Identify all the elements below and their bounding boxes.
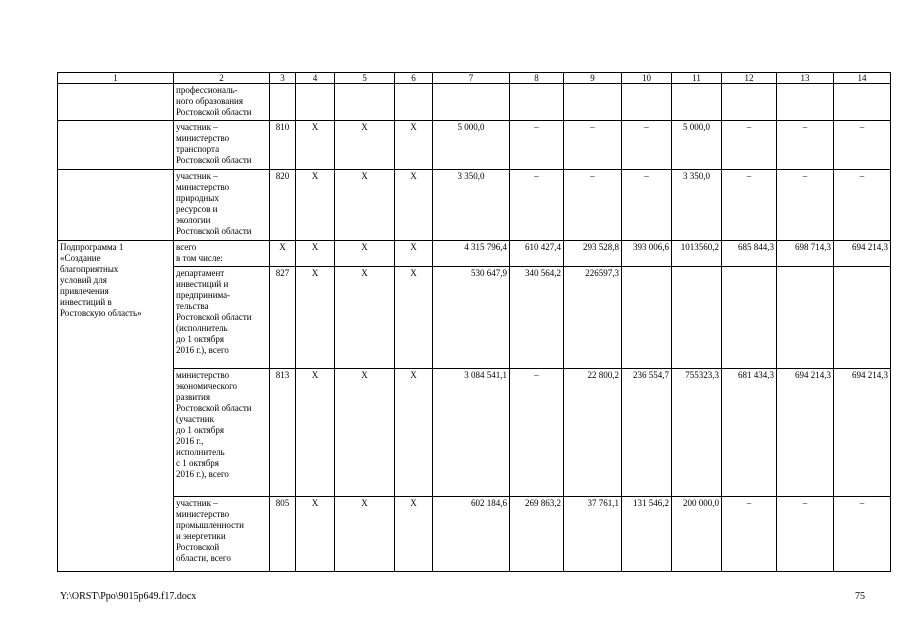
value-cell (672, 84, 722, 121)
value-cell: 3 084 541,1 (433, 369, 510, 497)
header-cell: 13 (777, 73, 834, 84)
header-cell: 7 (433, 73, 510, 84)
value-cell: 5 000,0 (433, 121, 510, 170)
executor-cell: участник – министерство промышленности и энергетики Ростовской области, всего (174, 497, 270, 572)
value-cell: – (722, 497, 777, 572)
value-cell (834, 84, 891, 121)
value-cell (777, 84, 834, 121)
executor-cell: министерство экономического развития Ростовской области (участник до 1 октября 2016 г., исполнитель с 1 октября 2016 г.), всего (174, 369, 270, 497)
code-cell: Х (335, 369, 395, 497)
value-cell: 236 554,7 (622, 369, 672, 497)
code-cell (395, 84, 433, 121)
value-cell: – (564, 170, 622, 241)
value-cell: 755323,3 (672, 369, 722, 497)
code-cell (296, 84, 335, 121)
program-cell (58, 121, 174, 170)
value-cell: 131 546,2 (622, 497, 672, 572)
value-cell (564, 84, 622, 121)
code-cell: Х (395, 369, 433, 497)
value-cell: – (834, 121, 891, 170)
budget-table (57, 72, 891, 572)
code-cell: Х (296, 121, 335, 170)
header-cell: 8 (510, 73, 564, 84)
code-cell: Х (335, 121, 395, 170)
value-cell (777, 267, 834, 369)
value-cell: – (564, 121, 622, 170)
code-cell: Х (296, 267, 335, 369)
value-cell: – (722, 170, 777, 241)
program-cell: Подпрограмма 1 «Создание благоприятных условий для привлечения инвестиций в Ростовскую область» (58, 241, 174, 572)
value-cell: 681 434,3 (722, 369, 777, 497)
table-row (58, 170, 891, 241)
value-cell: 3 350,0 (433, 170, 510, 241)
code-cell: Х (395, 170, 433, 241)
value-cell: 269 863,2 (510, 497, 564, 572)
value-cell: 200 000,0 (672, 497, 722, 572)
code-cell: Х (296, 369, 335, 497)
value-cell: 694 214,3 (777, 369, 834, 497)
executor-cell: профессиональ- ного образования Ростовской области (174, 84, 270, 121)
value-cell (622, 84, 672, 121)
value-cell: 694 214,3 (834, 369, 891, 497)
executor-cell: департамент инвестиций и предпринима- тельства Ростовской области (исполнитель до 1 октября 2016 г.), всего (174, 267, 270, 369)
code-cell: Х (335, 267, 395, 369)
value-cell: 610 427,4 (510, 241, 564, 267)
code-cell: Х (395, 497, 433, 572)
value-cell: – (722, 121, 777, 170)
value-cell (672, 267, 722, 369)
value-cell: – (622, 121, 672, 170)
header-cell: 14 (834, 73, 891, 84)
value-cell: 393 006,6 (622, 241, 672, 267)
value-cell: – (777, 121, 834, 170)
header-cell: 1 (58, 73, 174, 84)
header-cell: 10 (622, 73, 672, 84)
code-cell: 813 (270, 369, 296, 497)
value-cell: 37 761,1 (564, 497, 622, 572)
code-cell: Х (296, 241, 335, 267)
value-cell (722, 84, 777, 121)
value-cell: 5 000,0 (672, 121, 722, 170)
value-cell: 226597,3 (564, 267, 622, 369)
code-cell: Х (395, 267, 433, 369)
code-cell: 827 (270, 267, 296, 369)
executor-cell: участник – министерство транспорта Ростовской области (174, 121, 270, 170)
value-cell: 340 564,2 (510, 267, 564, 369)
table-row (58, 497, 891, 572)
value-cell: – (777, 497, 834, 572)
header-cell: 3 (270, 73, 296, 84)
code-cell: Х (395, 121, 433, 170)
header-cell: 9 (564, 73, 622, 84)
value-cell (510, 84, 564, 121)
value-cell: – (834, 170, 891, 241)
value-cell: – (510, 369, 564, 497)
code-cell: Х (296, 497, 335, 572)
header-cell: 12 (722, 73, 777, 84)
table-row (58, 84, 891, 121)
value-cell: 685 844,3 (722, 241, 777, 267)
code-cell: Х (395, 241, 433, 267)
value-cell: – (510, 121, 564, 170)
value-cell: 22 800,2 (564, 369, 622, 497)
value-cell: – (777, 170, 834, 241)
table-row (58, 267, 891, 369)
code-cell: 820 (270, 170, 296, 241)
value-cell (433, 84, 510, 121)
value-cell (722, 267, 777, 369)
header-row (58, 73, 891, 84)
value-cell: 1013560,2 (672, 241, 722, 267)
program-cell (58, 84, 174, 121)
executor-cell: всего в том числе: (174, 241, 270, 267)
header-cell: 4 (296, 73, 335, 84)
header-cell: 2 (174, 73, 270, 84)
page-number: 75 (855, 591, 865, 602)
code-cell: 810 (270, 121, 296, 170)
value-cell (622, 267, 672, 369)
table-row (58, 369, 891, 497)
value-cell: 4 315 796,4 (433, 241, 510, 267)
header-cell: 5 (335, 73, 395, 84)
value-cell: 293 528,8 (564, 241, 622, 267)
value-cell: 698 714,3 (777, 241, 834, 267)
code-cell (335, 84, 395, 121)
code-cell: 805 (270, 497, 296, 572)
table-row (58, 121, 891, 170)
executor-cell: участник – министерство природных ресурсов и экологии Ростовской области (174, 170, 270, 241)
file-path: Y:\ORST\Ppo\9015p649.f17.docx (60, 591, 197, 602)
value-cell: – (834, 497, 891, 572)
value-cell (834, 267, 891, 369)
code-cell: Х (335, 241, 395, 267)
value-cell: – (510, 170, 564, 241)
value-cell: 530 647,9 (433, 267, 510, 369)
program-cell (58, 170, 174, 241)
code-cell: Х (335, 497, 395, 572)
value-cell: 3 350,0 (672, 170, 722, 241)
code-cell (270, 84, 296, 121)
header-cell: 11 (672, 73, 722, 84)
value-cell: – (622, 170, 672, 241)
header-cell: 6 (395, 73, 433, 84)
table-row (58, 241, 891, 267)
value-cell: 602 184,6 (433, 497, 510, 572)
code-cell: Х (335, 170, 395, 241)
value-cell: 694 214,3 (834, 241, 891, 267)
code-cell: Х (270, 241, 296, 267)
code-cell: Х (296, 170, 335, 241)
